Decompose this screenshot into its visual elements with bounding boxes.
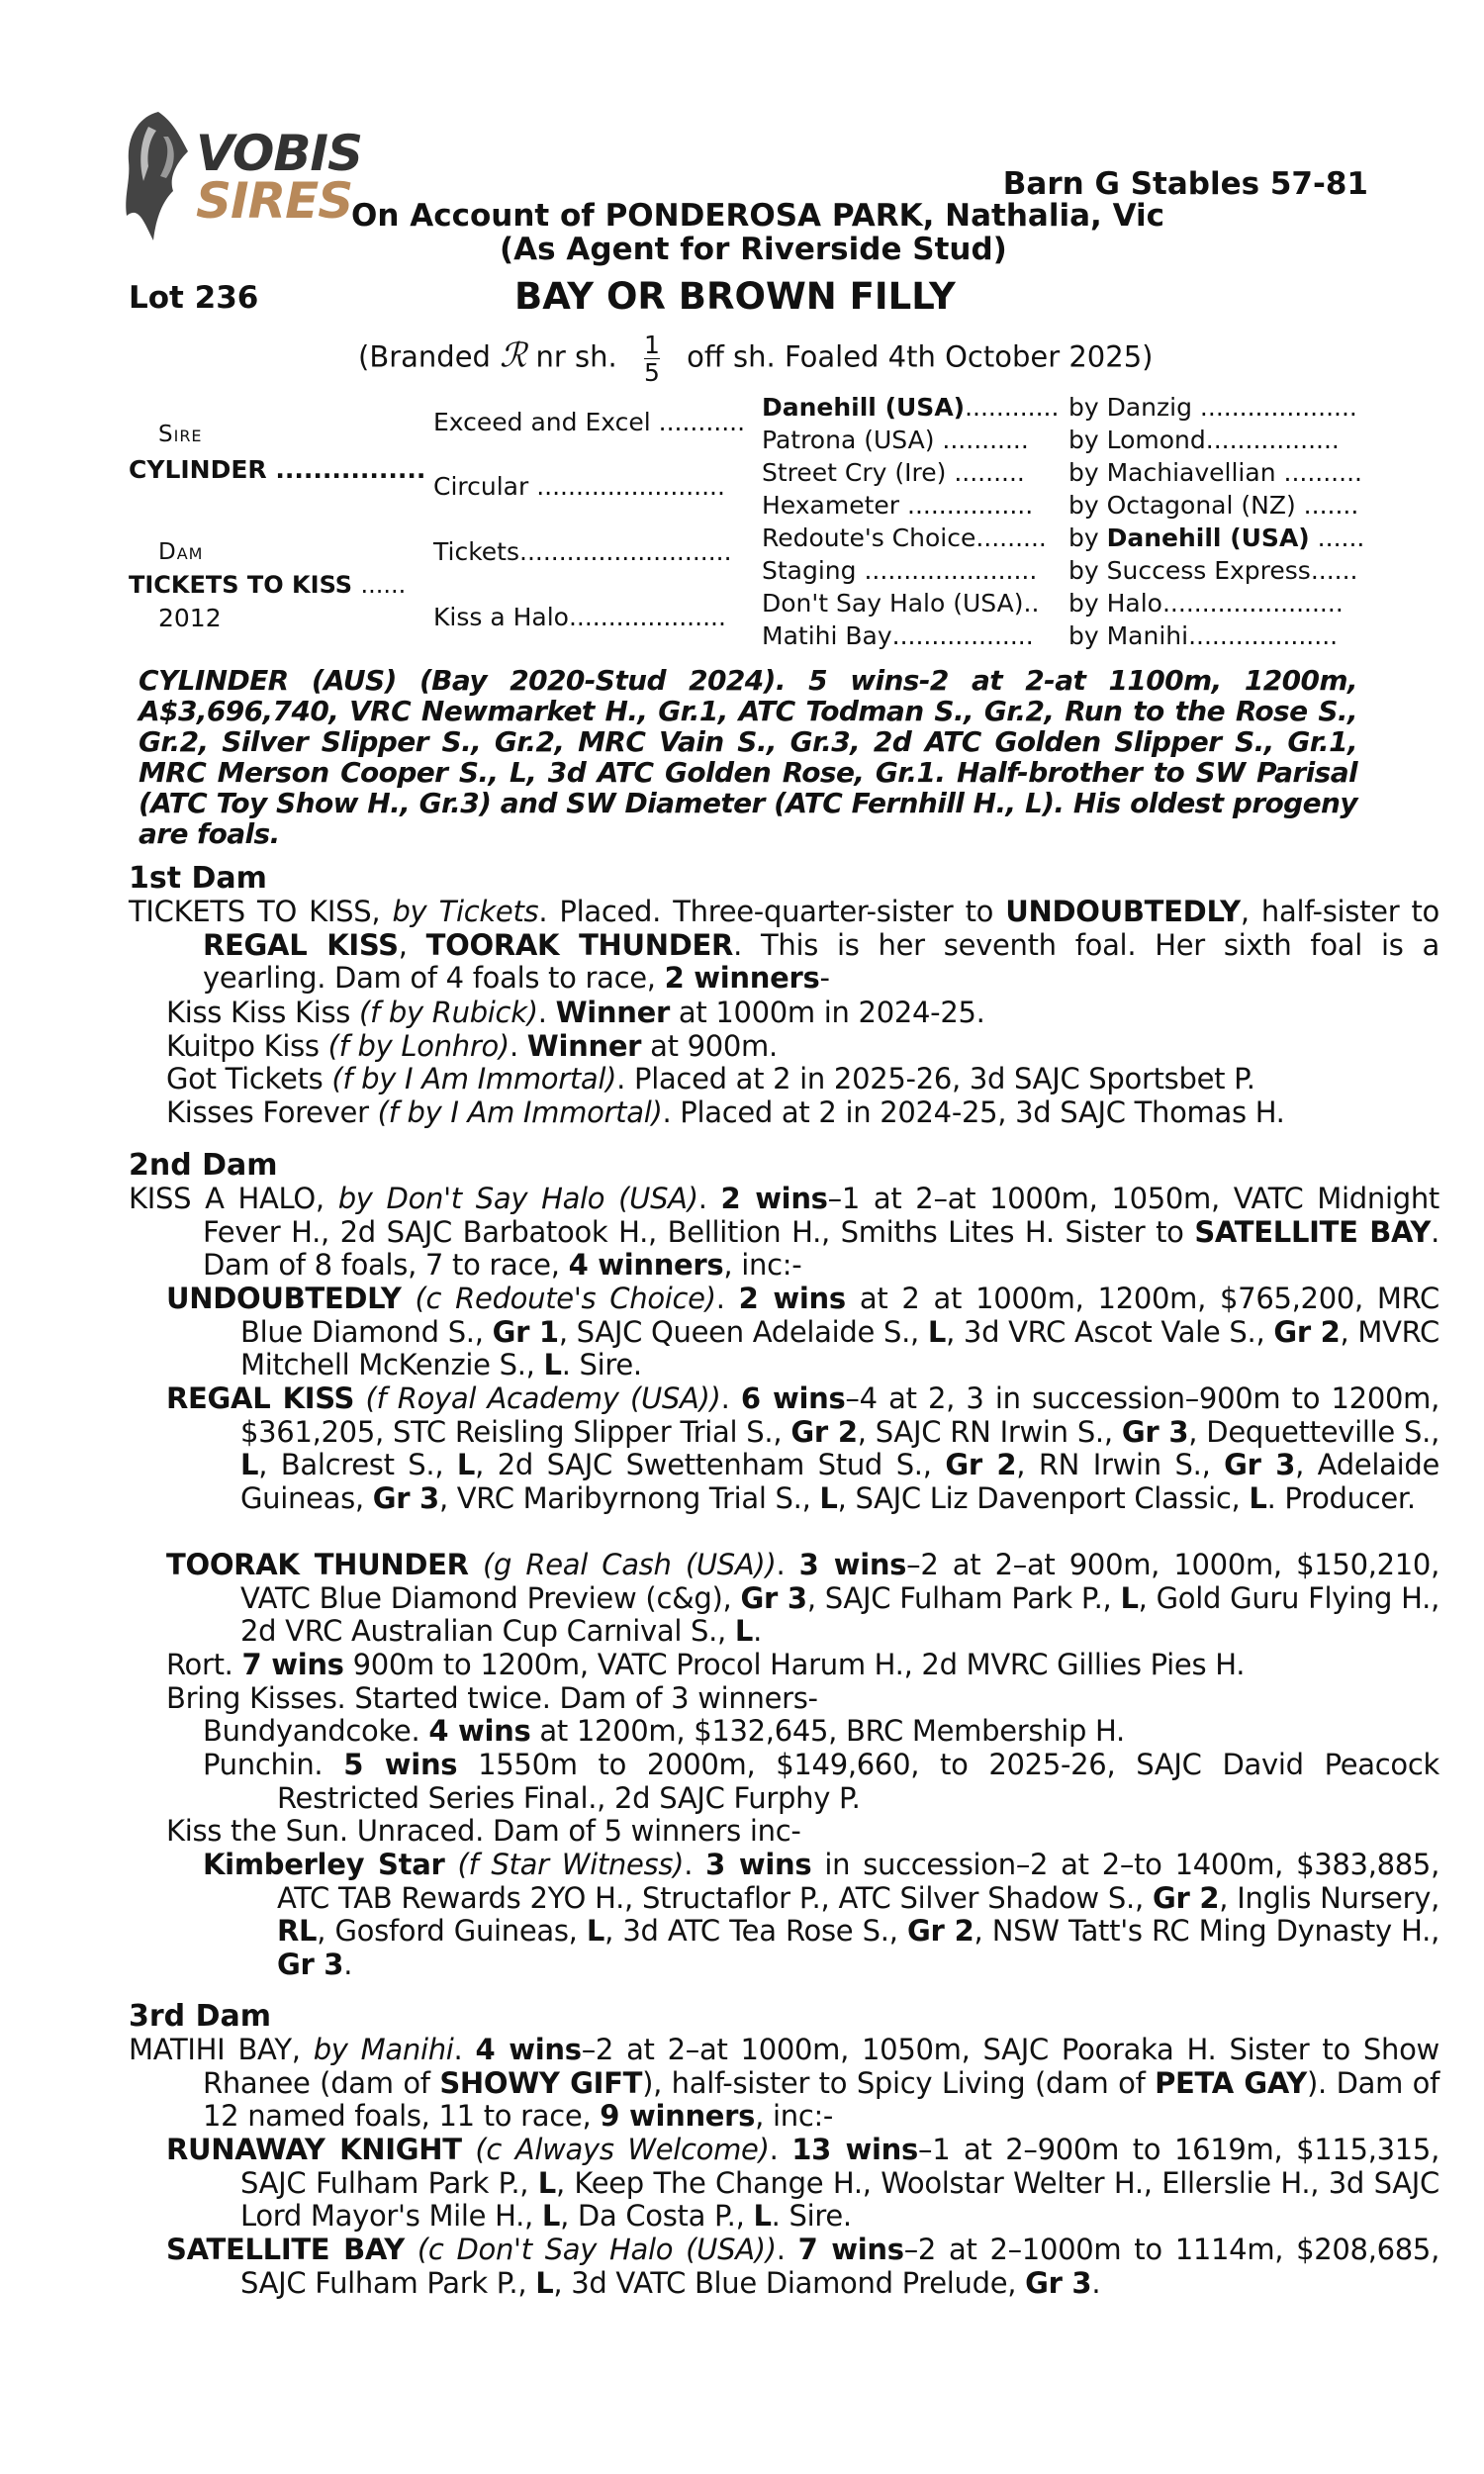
brand-mark: ℛ: [500, 335, 527, 376]
sire-summary: CYLINDER (AUS) (Bay 2020-Stud 2024). 5 wins-2 at 2-at 1100m, 1200m, A$3,696,740, VRC Newmarket H., Gr.1, ATC Todman S., Gr.2, Run to the Rose S., Gr.2, Silver Slipper S., Gr.2, MRC Vain S., Gr.3, 2d ATC Golden Slipper S., Gr.1, MRC Merson Cooper S., L, 3d ATC Golden Rose, Gr.1. Half-brother to SW Parisal (ATC Toy Show H., Gr.3) and SW Diameter (ATC Fernhill H., L). His oldest progeny are foals.: [139, 664, 1357, 850]
progeny-runaway-knight: RUNAWAY KNIGHT (c Always Welcome). 13 wins–1 at 2–900m to 1619m, $115,315, SAJC Fulham Park P., L, Keep The Change H., Woolstar Welter H., Ellerslie H., 3d SAJC Lord Mayor's Mile H., L, Da Costa P., L. Sire.: [166, 2133, 1439, 2233]
logo-text-vobis: VOBIS: [196, 125, 363, 182]
fraction-numerator: 1: [643, 331, 660, 359]
gen3-5: Redoute's Choice.........: [762, 523, 1047, 552]
second-dam-heading: 2nd Dam: [129, 1148, 278, 1183]
sire-label: Sire: [158, 422, 203, 447]
dam-dam: Kiss a Halo....................: [433, 603, 726, 631]
sire-dam: Circular ........................: [433, 472, 725, 501]
sire-name: CYLINDER ................: [129, 455, 426, 484]
grandprogeny-kimberley-star: Kimberley Star (f Star Witness). 3 wins in succession–2 at 2–to 1400m, $383,885, ATC TAB Rewards 2YO H., Structaflor P., ATC Silver Shadow S., Gr 2, Inglis Nursery, RL, Gosford Guineas, L, 3d ATC Tea Rose S., Gr 2, NSW Tatt's RC Ming Dynasty H., Gr 3.: [203, 1848, 1439, 1981]
brand-near: nr sh.: [526, 339, 626, 374]
fraction-denominator: 5: [643, 358, 660, 387]
first-dam-heading: 1st Dam: [129, 861, 267, 896]
gen3-7: Don't Say Halo (USA)..: [762, 589, 1040, 618]
gen3-8: Matihi Bay..................: [762, 621, 1034, 650]
vobis-sires-logo: [119, 107, 363, 245]
brand-fraction: [644, 332, 660, 386]
grandprogeny-punchin: Punchin. 5 wins 1550m to 2000m, $149,660, to 2025-26, SAJC David Peacock Restricted Series Final., 2d SAJC Furphy P.: [203, 1748, 1439, 1815]
progeny-undoubtedly: UNDOUBTEDLY (c Redoute's Choice). 2 wins at 2 at 1000m, 1200m, $765,200, MRC Blue Diamond S., Gr 1, SAJC Queen Adelaide S., L, 3d VRC Ascot Vale S., Gr 2, MVRC Mitchell McKenzie S., L. Sire.: [166, 1282, 1440, 1381]
brand-suffix: off sh. Foaled 4th October 2025): [677, 339, 1154, 374]
progeny-bring-kisses: Bring Kisses. Started twice. Dam of 3 winners-: [166, 1681, 818, 1715]
gen4-3: by Machiavellian ..........: [1068, 458, 1362, 487]
progeny-kiss-the-sun: Kiss the Sun. Unraced. Dam of 5 winners inc-: [166, 1814, 801, 1848]
gen3-2: Patrona (USA) ...........: [762, 426, 1029, 454]
gen4-8: by Manihi...................: [1068, 621, 1339, 650]
progeny-rort: Rort. 7 wins 900m to 1200m, VATC Procol Harum H., 2d MVRC Gillies Pies H.: [166, 1648, 1246, 1681]
dam-name: TICKETS TO KISS ......: [129, 571, 407, 599]
gen4-6: by Success Express......: [1068, 556, 1358, 585]
gen4-4: by Octagonal (NZ) .......: [1068, 491, 1359, 520]
dam-sire: Tickets...........................: [433, 537, 732, 566]
gen3-6: Staging ......................: [762, 556, 1038, 585]
page-title: BAY OR BROWN FILLY: [514, 275, 956, 318]
barn-location: Barn G Stables 57-81: [1002, 166, 1368, 202]
second-dam-text: KISS A HALO, by Don't Say Halo (USA). 2 wins–1 at 2–at 1000m, 1050m, VATC Midnight Fever H., 2d SAJC Barbatook H., Bellition H., Smiths Lites H. Sister to SATELLITE BAY. Dam of 8 foals, 7 to race, 4 winners, inc:-: [129, 1182, 1439, 1282]
horse-head-icon: [119, 107, 198, 245]
vendor-account: On Account of PONDEROSA PARK, Nathalia, Vic: [351, 198, 1165, 234]
list-item: Kisses Forever (f by I Am Immortal). Placed at 2 in 2024-25, 3d SAJC Thomas H.: [166, 1094, 1285, 1129]
logo-text-sires: SIRES: [196, 172, 353, 230]
vendor-agent: (As Agent for Riverside Stud): [500, 232, 1007, 267]
sire-sire: Exceed and Excel ...........: [433, 408, 746, 436]
list-item: Kiss Kiss Kiss (f by Rubick). Winner at 1000m in 2024-25.: [166, 996, 985, 1029]
brand-foaled-line: [358, 332, 1153, 386]
grandprogeny-bundyandcoke: Bundyandcoke. 4 wins at 1200m, $132,645, BRC Membership H.: [203, 1714, 1125, 1748]
dam-year: 2012: [158, 604, 222, 632]
lot-number: Lot 236: [129, 280, 259, 316]
gen3-1: Danehill (USA)............: [762, 393, 1060, 422]
gen4-2: by Lomond.................: [1068, 426, 1340, 454]
gen4-7: by Halo.......................: [1068, 589, 1344, 618]
progeny-toorak-thunder: TOORAK THUNDER (g Real Cash (USA)). 3 wins–2 at 2–at 900m, 1000m, $150,210, VATC Blue Diamond Preview (c&g), Gr 3, SAJC Fulham Park P., L, Gold Guru Flying H., 2d VRC Australian Cup Carnival S., L.: [166, 1548, 1440, 1648]
gen4-5: by Danehill (USA) ......: [1068, 523, 1365, 552]
gen4-1: by Danzig ....................: [1068, 393, 1357, 422]
progeny-satellite-bay: SATELLITE BAY (c Don't Say Halo (USA)). 7 wins–2 at 2–1000m to 1114m, $208,685, SAJC Fulham Park P., L, 3d VATC Blue Diamond Prelude, Gr 3.: [166, 2233, 1439, 2300]
progeny-regal-kiss: REGAL KISS (f Royal Academy (USA)). 6 wins–4 at 2, 3 in succession–900m to 1200m, $361,205, STC Reisling Slipper Trial S., Gr 2, SAJC RN Irwin S., Gr 3, Dequetteville S., L, Balcrest S., L, 2d SAJC Swettenham Stud S., Gr 2, RN Irwin S., Gr 3, Adelaide Guineas, Gr 3, VRC Maribyrnong Trial S., L, SAJC Liz Davenport Classic, L. Producer.: [166, 1381, 1439, 1515]
list-item: Kuitpo Kiss (f by Lonhro). Winner at 900m.: [166, 1028, 778, 1063]
brand-prefix: (Branded: [358, 339, 501, 374]
first-dam-progeny-list: [166, 997, 1363, 1129]
dam-label: Dam: [158, 539, 204, 565]
gen3-4: Hexameter ................: [762, 491, 1034, 520]
third-dam-text: MATIHI BAY, by Manihi. 4 wins–2 at 2–at 1000m, 1050m, SAJC Pooraka H. Sister to Show Rhanee (dam of SHOWY GIFT), half-sister to Spicy Living (dam of PETA GAY). Dam of 12 named foals, 11 to race, 9 winners, inc:-: [129, 2033, 1439, 2133]
gen3-3: Street Cry (Ire) .........: [762, 458, 1025, 487]
first-dam-text: TICKETS TO KISS, by Tickets. Placed. Three-quarter-sister to UNDOUBTEDLY, half-sister to REGAL KISS, TOORAK THUNDER. This is her seventh foal. Her sixth foal is a yearling. Dam of 4 foals to race, 2 winners-: [129, 895, 1439, 995]
third-dam-heading: 3rd Dam: [129, 1999, 271, 2034]
list-item: Got Tickets (f by I Am Immortal). Placed at 2 in 2025-26, 3d SAJC Sportsbet P.: [166, 1062, 1255, 1095]
